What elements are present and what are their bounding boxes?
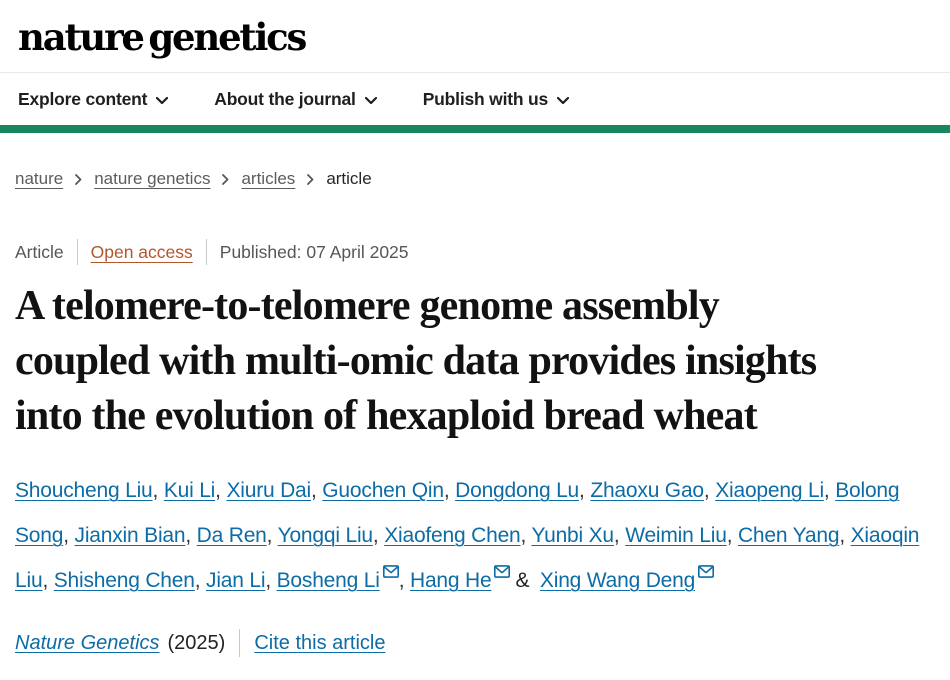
author-separator: , [265, 569, 271, 592]
chevron-right-icon [222, 174, 229, 185]
nav-item-explore-content[interactable] [18, 89, 168, 110]
article-header-section [0, 169, 950, 657]
title-line: into the evolution of hexaploid bread wheat [15, 393, 757, 439]
breadcrumb-current-article: article [326, 169, 372, 188]
author-link[interactable]: Bolong Song [15, 479, 900, 547]
chevron-right-icon [75, 174, 82, 185]
author-separator: , [579, 479, 585, 502]
author-link[interactable]: Xing Wang Deng [539, 569, 696, 592]
author-separator: , [443, 479, 450, 502]
author-separator: , [185, 524, 192, 547]
email-icon[interactable] [383, 565, 399, 578]
cite-this-article-link[interactable]: Cite this article [254, 631, 386, 654]
author-separator: , [839, 524, 845, 547]
email-icon[interactable] [698, 565, 714, 578]
nav-item-label: Publish with us [422, 88, 549, 109]
author-separator: , [613, 524, 620, 547]
author-separator: , [823, 479, 830, 502]
site-header [0, 0, 950, 133]
citation-year: (2025) [167, 631, 226, 654]
author-list [15, 468, 941, 603]
author-separator: , [152, 479, 159, 502]
author-separator: , [520, 524, 527, 547]
author-link[interactable]: Da Ren [196, 524, 267, 547]
author-separator: , [372, 524, 379, 547]
divider [239, 629, 240, 657]
author-link[interactable]: Xiuru Dai [226, 479, 312, 502]
author-link[interactable]: Zhaoxu Gao [590, 479, 704, 502]
author-separator: & [515, 569, 530, 592]
divider [206, 239, 207, 265]
author-link[interactable]: Shisheng Chen [53, 569, 195, 592]
article-title [15, 279, 942, 444]
author-link[interactable]: Bosheng Li [276, 569, 380, 592]
author-link[interactable]: Xiaopeng Li [715, 479, 824, 502]
author-separator: , [726, 524, 733, 547]
main-nav [0, 73, 950, 133]
author-separator: , [311, 479, 317, 502]
title-line: A telomere-to-telomere genome assembly [15, 283, 719, 329]
author-link[interactable]: Shoucheng Liu [15, 479, 153, 502]
published-date: Published: 07 April 2025 [219, 241, 409, 262]
email-icon[interactable] [494, 565, 510, 578]
nav-item-label: Explore content [18, 88, 148, 109]
author-link[interactable]: Yunbi Xu [531, 524, 614, 547]
author-link[interactable]: Dongdong Lu [455, 479, 580, 502]
author-link[interactable]: Chen Yang [737, 524, 840, 547]
author-link[interactable]: Xiaofeng Chen [384, 524, 521, 547]
author-separator: , [703, 479, 710, 502]
chevron-down-icon [156, 97, 168, 105]
chevron-down-icon [365, 97, 377, 105]
breadcrumb-link-nature-genetics[interactable]: nature genetics [94, 169, 211, 188]
author-link[interactable]: Xiaoqin Liu [15, 524, 920, 592]
breadcrumb-link-articles[interactable]: articles [241, 169, 296, 188]
content-type-label: Article [15, 241, 64, 262]
author-separator: , [398, 569, 405, 592]
title-line: coupled with multi-omic data provides insights [15, 338, 817, 384]
author-link[interactable]: Hang He [409, 569, 492, 592]
journal-logo[interactable]: nature genetics [18, 15, 306, 59]
author-separator: , [42, 569, 49, 592]
author-separator: , [215, 479, 221, 502]
author-separator: , [63, 524, 69, 547]
author-link[interactable]: Jianxin Bian [74, 524, 186, 547]
article-meta-row [15, 239, 942, 265]
chevron-down-icon [557, 97, 569, 105]
nav-item-publish-with-us[interactable] [423, 89, 569, 110]
logo-row [0, 0, 950, 73]
author-link[interactable]: Weimin Liu [625, 524, 727, 547]
author-separator: , [266, 524, 273, 547]
author-link[interactable]: Guochen Qin [322, 479, 444, 502]
citation-row [15, 629, 942, 657]
open-access-link[interactable]: Open access [90, 241, 193, 262]
breadcrumb-link-nature[interactable]: nature [15, 169, 64, 188]
breadcrumb [15, 169, 942, 189]
divider [77, 239, 78, 265]
journal-link[interactable]: Nature Genetics [15, 631, 160, 654]
author-link[interactable]: Jian Li [206, 569, 266, 592]
author-link[interactable]: Kui Li [163, 479, 216, 502]
nav-item-about-the-journal[interactable] [214, 89, 376, 110]
nav-item-label: About the journal [214, 88, 356, 109]
author-link[interactable]: Yongqi Liu [277, 524, 373, 547]
author-separator: , [194, 569, 201, 592]
chevron-right-icon [307, 174, 314, 185]
